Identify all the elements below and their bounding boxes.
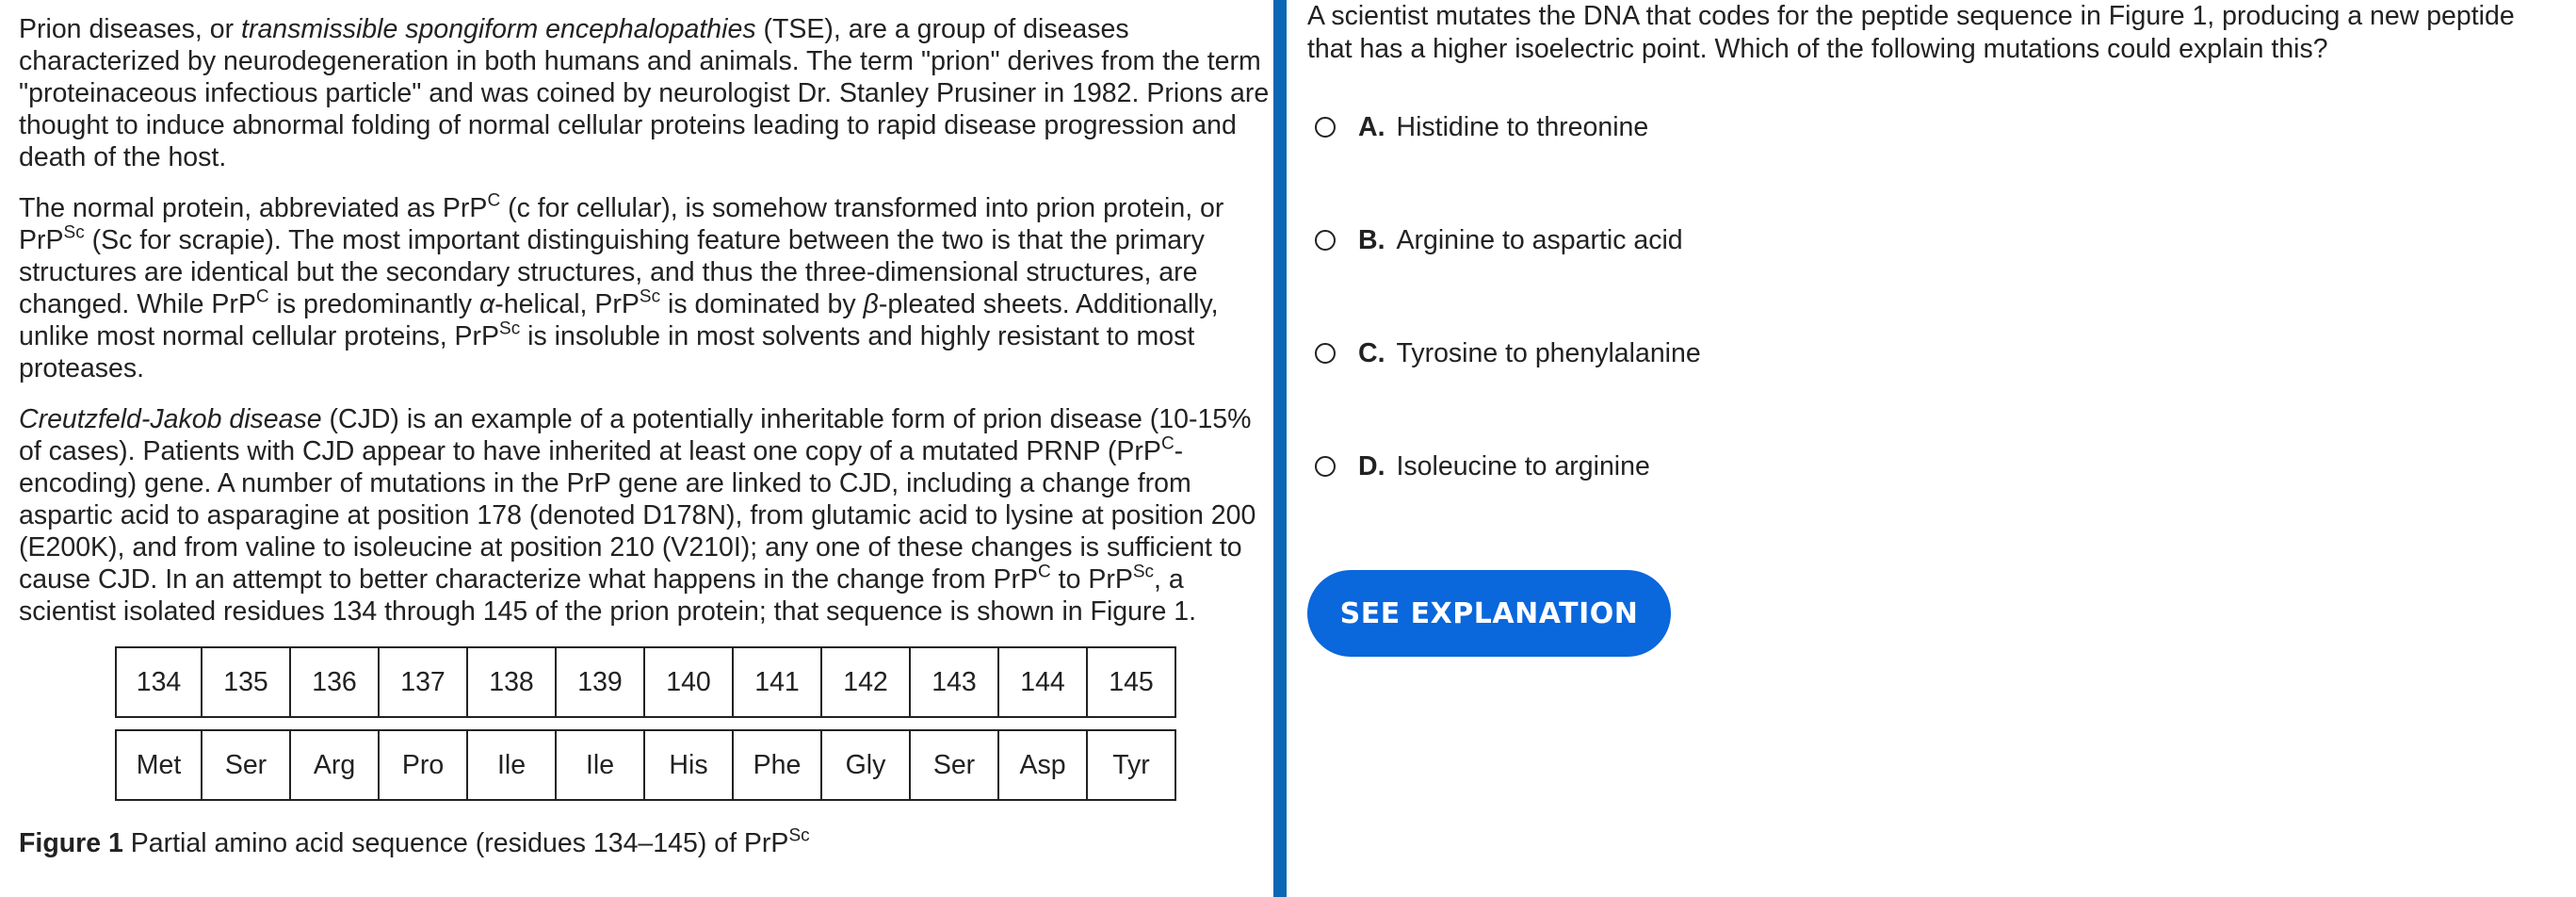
radio-icon[interactable]	[1315, 343, 1336, 364]
passage-paragraph-3	[19, 403, 1272, 628]
residue-cell: Pro	[380, 729, 468, 801]
radio-icon[interactable]	[1315, 456, 1336, 477]
emphasis: transmissible spongiform encephalopathies	[241, 14, 756, 44]
radio-icon[interactable]	[1315, 117, 1336, 138]
residue-cell: Ile	[557, 729, 645, 801]
superscript: C	[1160, 433, 1175, 454]
superscript: Sc	[788, 825, 810, 846]
text: (TSE), are a group of diseases characterized by neurodegeneration in both humans and animals. The term "prion" derives from the term "proteinaceous infectious particle" and was coined by neurologist Dr. Stanley Prusiner in 1982. Prions are thought to induce abnormal folding of normal cellular proteins leading to rapid disease progression and death of the host.	[19, 14, 1270, 172]
text: is predominantly	[268, 289, 479, 319]
residue-cell: Gly	[822, 729, 911, 801]
position-cell: 141	[734, 646, 822, 718]
superscript: Sc	[639, 286, 661, 307]
emphasis: α	[478, 289, 495, 319]
text: (Sc for scrapie). The most important distinguishing feature between the two is that the primary structures are identical but the secondary structures, and thus the three-dimensional structures, are changed. While PrP	[19, 225, 1205, 319]
answer-option-c[interactable]	[1307, 334, 1701, 372]
residue-cell: Arg	[291, 729, 380, 801]
positions-row	[115, 646, 1176, 718]
text: Prion diseases, or	[19, 14, 242, 44]
figure-caption-text: Partial amino acid sequence (residues 134–145) of PrP	[122, 828, 789, 858]
emphasis: β	[863, 289, 879, 319]
emphasis: Creutzfeld-Jakob disease	[19, 404, 322, 434]
sequence-residues-table	[115, 729, 1176, 801]
text: is dominated by	[660, 289, 864, 319]
passage-panel	[19, 13, 1272, 859]
text: -encoding) gene. A number of mutations in the PrP gene are linked to CJD, including a change from aspartic acid to asparagine at position 178 (denoted D178N), from glutamic acid to lysine at position 200 (E200K), and from valine to isoleucine at position 210 (V210I); any one of these changes is sufficient to cause CJD. In an attempt to better characterize what happens in the change from PrP	[19, 436, 1256, 595]
superscript: Sc	[1132, 562, 1155, 582]
position-cell: 137	[380, 646, 468, 718]
superscript: Sc	[499, 318, 521, 339]
position-cell: 135	[203, 646, 291, 718]
option-text: Histidine to threonine	[1396, 111, 1649, 142]
passage-paragraph-1	[19, 13, 1272, 173]
option-text: Arginine to aspartic acid	[1396, 224, 1683, 255]
residue-cell: Ile	[468, 729, 557, 801]
residue-cell: Ser	[911, 729, 999, 801]
text: is insoluble in most solvents and highly resistant to most proteases.	[19, 321, 1195, 383]
residue-cell: Phe	[734, 729, 822, 801]
question-stem: A scientist mutates the DNA that codes for the peptide sequence in Figure 1, producing a new peptide that has a higher isoelectric point. Which of the following mutations could explain this?	[1307, 1, 2515, 64]
residue-cell: Met	[115, 729, 203, 801]
position-cell: 136	[291, 646, 380, 718]
residue-cell: Tyr	[1088, 729, 1176, 801]
position-cell: 145	[1088, 646, 1176, 718]
text: , a scientist isolated residues 134 through 145 of the prion protein; that sequence is shown in Figure 1.	[19, 564, 1197, 627]
passage-paragraph-2	[19, 192, 1272, 384]
position-cell: 138	[468, 646, 557, 718]
text: -helical, PrP	[494, 289, 640, 319]
option-letter: D.	[1358, 450, 1385, 481]
figure-caption-label: Figure 1	[19, 828, 123, 858]
see-explanation-button[interactable]: SEE EXPLANATION	[1307, 570, 1671, 657]
residue-cell: His	[645, 729, 734, 801]
option-letter: B.	[1358, 224, 1385, 255]
option-text: Tyrosine to phenylalanine	[1396, 337, 1701, 368]
text: (c for cellular), is somehow transformed into prion protein, or PrP	[19, 193, 1224, 255]
question-panel	[1307, 0, 2551, 630]
text: The normal protein, abbreviated as PrP	[19, 193, 488, 223]
position-cell: 139	[557, 646, 645, 718]
position-cell: 143	[911, 646, 999, 718]
option-letter: C.	[1358, 337, 1385, 368]
superscript: Sc	[63, 222, 85, 243]
position-cell: 144	[999, 646, 1088, 718]
answer-option-a[interactable]	[1307, 108, 1648, 146]
radio-icon[interactable]	[1315, 230, 1336, 251]
superscript: C	[255, 286, 269, 307]
position-cell: 140	[645, 646, 734, 718]
residues-row	[115, 729, 1176, 801]
residue-cell: Asp	[999, 729, 1088, 801]
position-cell: 134	[115, 646, 203, 718]
text: -pleated sheets. Additionally, unlike most normal cellular proteins, PrP	[19, 289, 1219, 351]
answer-option-d[interactable]	[1307, 448, 1650, 485]
figure-caption	[19, 827, 1272, 859]
sequence-positions-table	[115, 646, 1176, 718]
position-cell: 142	[822, 646, 911, 718]
superscript: C	[487, 190, 501, 211]
text: to PrP	[1050, 564, 1133, 595]
residue-cell: Ser	[203, 729, 291, 801]
superscript: C	[1038, 562, 1051, 582]
option-letter: A.	[1358, 111, 1385, 142]
option-text: Isoleucine to arginine	[1396, 450, 1650, 481]
text: (CJD) is an example of a potentially inheritable form of prion disease (10-15% of cases). Patients with CJD appear to have inherited at least one copy of a mutated PRNP (PrP	[19, 404, 1252, 466]
panel-divider	[1273, 0, 1287, 897]
answer-option-b[interactable]	[1307, 221, 1683, 259]
figure-1	[19, 646, 1272, 859]
